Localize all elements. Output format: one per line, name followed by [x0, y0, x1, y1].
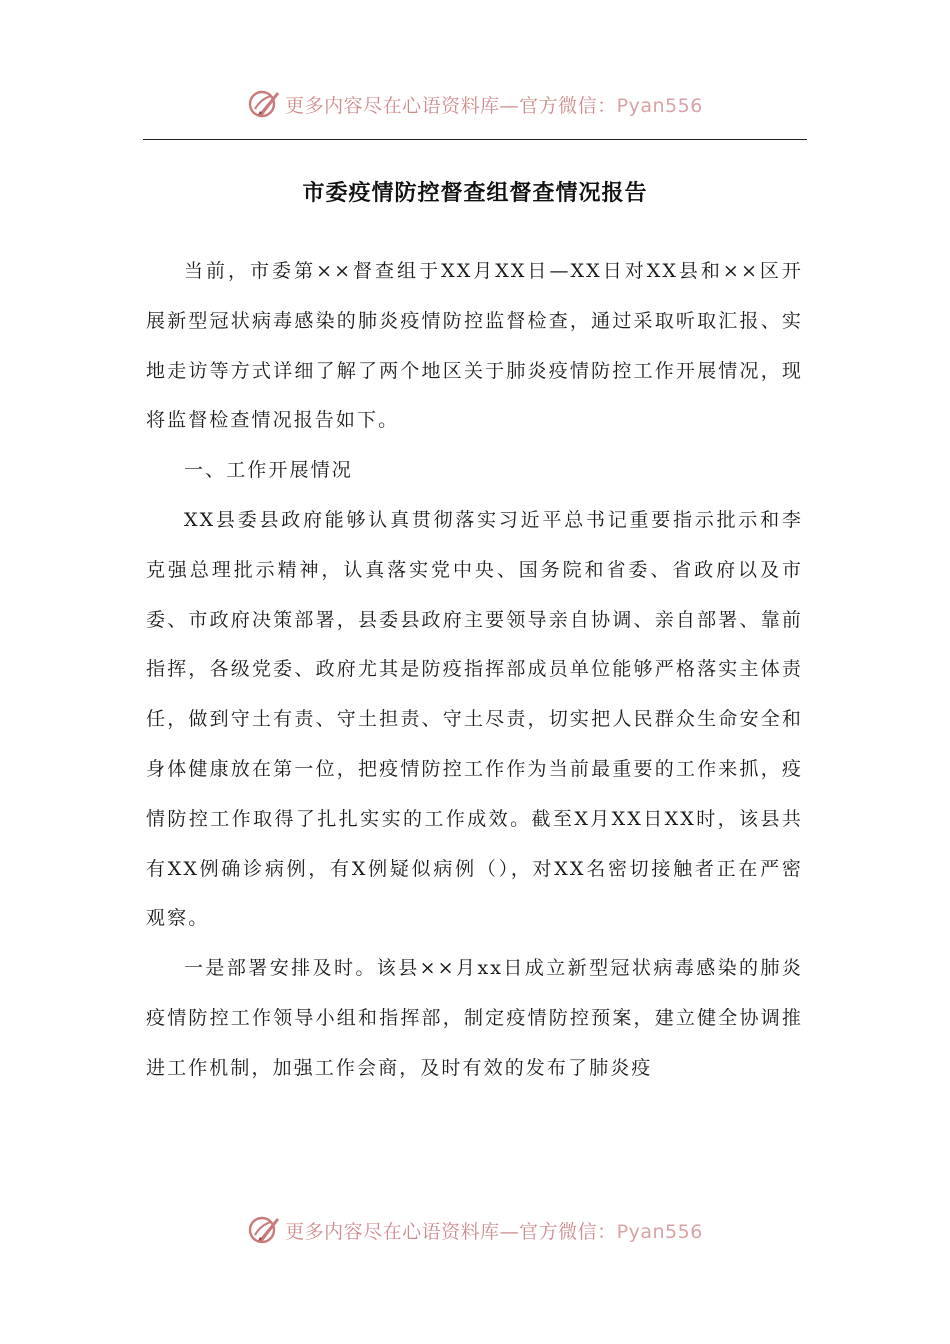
watermark-text: 更多内容尽在心语资料库—官方微信：Pyan556: [285, 94, 703, 117]
pen-logo-icon: [247, 87, 281, 121]
paragraph-deployment: 一是部署安排及时。该县××月xx日成立新型冠状病毒感染的肺炎疫情防控工作领导小组和指挥部，制定疫情防控预案，建立健全协调推进工作机制，加强工作会商，及时有效的发布了肺炎疫: [146, 957, 803, 1079]
header-divider: [143, 139, 807, 140]
document-title: 市委疫情防控督查组督查情况报告: [302, 181, 648, 206]
watermark-banner-bottom: [0, 1210, 950, 1250]
watermark-text: 更多内容尽在心语资料库—官方微信：Pyan556: [285, 1220, 703, 1243]
section-heading: 一、工作开展情况: [184, 459, 353, 482]
paragraph-intro: 当前，市委第××督查组于XX月XX日—XX日对XX县和××区开展新型冠状病毒感染的肺炎疫情防控监督检查，通过采取听取汇报、实地走访等方式详细了解了两个地区关于肺炎疫情防控工作开展情况，现将监督检查情况报告如下。: [146, 260, 803, 432]
watermark-banner-top: [0, 84, 950, 124]
pen-logo-icon: [247, 1213, 281, 1247]
paragraph-overview: XX县委县政府能够认真贯彻落实习近平总书记重要指示批示和李克强总理批示精神，认真落实党中央、国务院和省委、省政府以及市委、市政府决策部署，县委县政府主要领导亲自协调、亲自部署、靠前指挥，各级党委、政府尤其是防疫指挥部成员单位能够严格落实主体责任，做到守土有责、守土担责、守土尽责，切实把人民群众生命安全和身体健康放在第一位，把疫情防控工作作为当前最重要的工作来抓，疫情防控工作取得了扎扎实实的工作成效。截至X月XX日XX时，该县共有XX例确诊病例，有X例疑似病例（），对XX名密切接触者正在严密观察。: [146, 508, 803, 930]
document-body: [146, 247, 803, 1094]
